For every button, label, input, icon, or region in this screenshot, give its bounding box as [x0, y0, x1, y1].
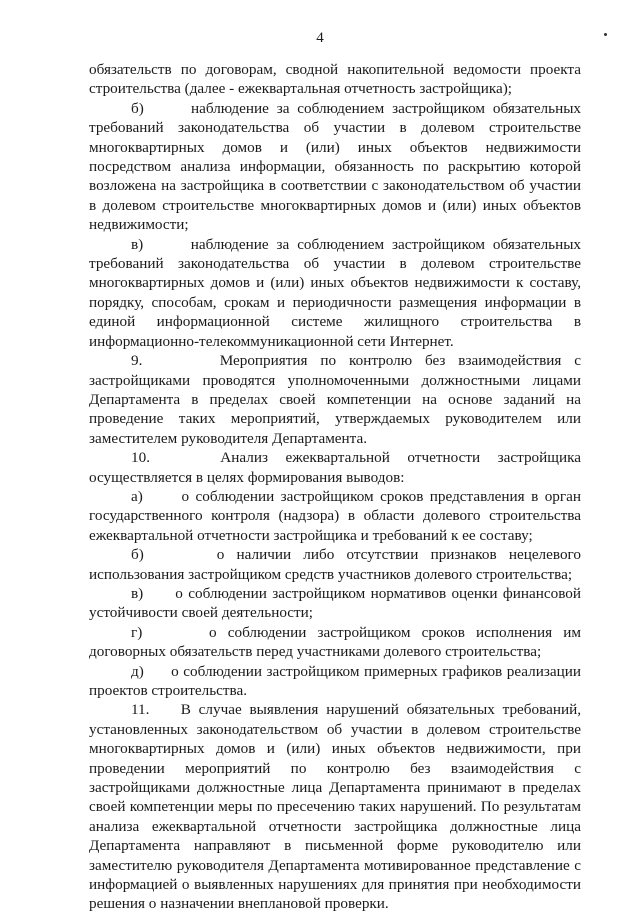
- document-body: [89, 60, 581, 914]
- paragraph-9: 9. Мероприятия по контролю без взаимодействия с застройщиками проводятся уполномоченными должностными лицами Департамента в пределах своей компетенции на основе заданий на проведение таких мероприятий, утверждаемых руководителем или заместителем руководителя Департамента.: [89, 352, 581, 447]
- paragraph-10-item-d: д) о соблюдении застройщиком примерных графиков реализации проектов строительства.: [89, 662, 581, 699]
- paragraph-10-item-g: г) о соблюдении застройщиком сроков исполнения им договорных обязательств перед участниками долевого строительства;: [89, 623, 581, 661]
- paragraph-item-v: в) наблюдение за соблюдением застройщиком обязательных требований законодательства об участии в долевом строительстве многоквартирных домов и (или) иных объектов недвижимости к составу, порядку, способам, срокам и периодичности размещения информации в единой информационной системе жилищного строительства в информационно-телекоммуникационной сети Интернет.: [89, 235, 581, 350]
- paragraph-item-b: б) наблюдение за соблюдением застройщиком обязательных требований законодательства об участии в долевом строительстве многоквартирных домов и (или) иных объектов недвижимости посредством анализа информации, обязанность по раскрытию которой возложена на застройщика в соответствии с законодательством об участии в долевом строительстве многоквартирных домов и (или) иных объектов недвижимости;: [89, 99, 581, 234]
- page-number: 4: [316, 30, 324, 46]
- scan-mark: [604, 33, 607, 36]
- paragraph-10: 10. Анализ ежеквартальной отчетности застройщика осуществляется в целях формирования выводов:: [89, 449, 581, 486]
- paragraph-10-item-v: в) о соблюдении застройщиком нормативов оценки финансовой устойчивости своей деятельности;: [89, 584, 581, 622]
- paragraph-11: 11. В случае выявления нарушений обязательных требований, установленных законодательством об участии в долевом строительстве многоквартирных домов и (или) иных объектов недвижимости, при проведении мероприятий по контролю без взаимодействия с застройщиками должностные лица Департамента принимают в пределах своей компетенции меры по пресечению таких нарушений. По результатам анализа ежеквартальной отчетности застройщика должностные лица Департамента направляют в письменной форме руководителю или заместителю руководителя Департамента мотивированное представление с информацией о выявленных нарушениях для принятия при необходимости решения о назначении внеплановой проверки.: [89, 701, 581, 913]
- paragraph-continuation: обязательств по договорам, сводной накопительной ведомости проекта строительства (далее - ежеквартальная отчетность застройщика);: [89, 61, 581, 98]
- paragraph-10-item-a: а) о соблюдении застройщиком сроков представления в орган государственного контроля (надзора) в области долевого строительства ежеквартальной отчетности застройщика и требований к ее составу;: [89, 487, 581, 544]
- paragraph-10-item-b: б) о наличии либо отсутствии признаков нецелевого использования застройщиком средств участников долевого строительства;: [89, 546, 581, 583]
